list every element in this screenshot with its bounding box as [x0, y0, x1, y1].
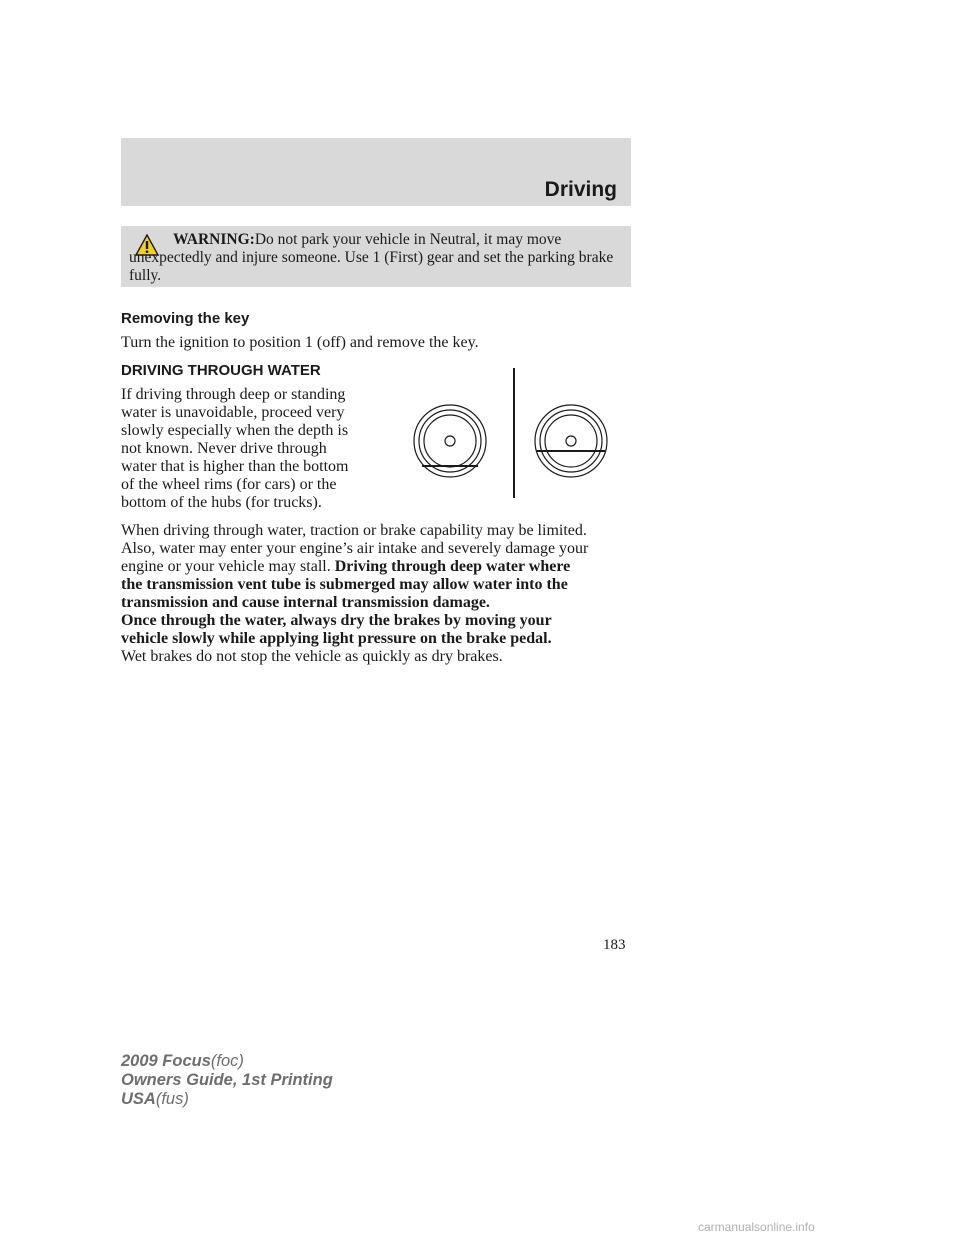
page-number: 183 — [603, 937, 626, 953]
para3-bold-line: vehicle slowly while applying light pressure on the brake pedal. — [121, 630, 552, 647]
driving-water-intro — [121, 386, 401, 512]
removing-key-body: Turn the ignition to position 1 (off) and remove the key. — [121, 334, 479, 351]
document-footer — [121, 1052, 333, 1109]
footer-model: 2009 Focus — [121, 1052, 211, 1070]
para3-bold-line: Once through the water, always dry the brakes by moving your — [121, 612, 552, 629]
warning-box — [121, 226, 631, 287]
footer-model-code: (foc) — [210, 1052, 244, 1070]
intro-line: water that is higher than the bottom — [121, 458, 349, 475]
para2-line: Also, water may enter your engine’s air intake and severely damage your — [121, 540, 589, 557]
footer-line-1 — [121, 1052, 333, 1071]
footer-market: USA — [121, 1090, 156, 1108]
warning-text — [129, 231, 627, 285]
para2-line — [121, 558, 641, 576]
warning-label: WARNING: — [173, 231, 255, 248]
intro-line: If driving through deep or standing — [121, 386, 346, 403]
para3-normal-line: Wet brakes do not stop the vehicle as quickly as dry brakes. — [121, 648, 503, 665]
watermark: carmanualsonline.info — [698, 1220, 815, 1234]
car-wheel-icon — [414, 405, 486, 477]
footer-market-code: (fus) — [155, 1090, 189, 1108]
warning-body: Do not park your vehicle in Neutral, it may move unexpectedly and injure someone. Use 1 (First) gear and set the parking brake fully. — [129, 231, 614, 284]
intro-line: water is unavoidable, proceed very — [121, 404, 345, 421]
intro-line: slowly especially when the depth is — [121, 422, 349, 439]
para2-line3-bold: Driving through deep water where — [334, 558, 571, 575]
driving-water-heading: DRIVING THROUGH WATER — [121, 362, 321, 379]
intro-line: bottom of the hubs (for trucks). — [121, 494, 322, 511]
para2-bold-line: the transmission vent tube is submerged may allow water into the — [121, 576, 568, 593]
driving-water-para3 — [121, 612, 641, 666]
para2-line: When driving through water, traction or brake capability may be limited. — [121, 522, 587, 539]
truck-wheel-icon — [535, 405, 607, 477]
footer-line-2: Owners Guide, 1st Printing — [121, 1071, 333, 1089]
para2-line3-normal: engine or your vehicle may stall. — [121, 558, 335, 575]
wheel-water-level-illustration — [402, 364, 632, 502]
removing-key-heading: Removing the key — [121, 310, 250, 327]
para2-bold-line: transmission and cause internal transmission damage. — [121, 594, 490, 611]
intro-line: of the wheel rims (for cars) or the — [121, 476, 337, 493]
driving-water-para2 — [121, 522, 641, 612]
section-title: Driving — [544, 178, 617, 201]
intro-line: not known. Never drive through — [121, 440, 327, 457]
section-header-band — [121, 138, 631, 206]
footer-line-3 — [121, 1090, 333, 1109]
